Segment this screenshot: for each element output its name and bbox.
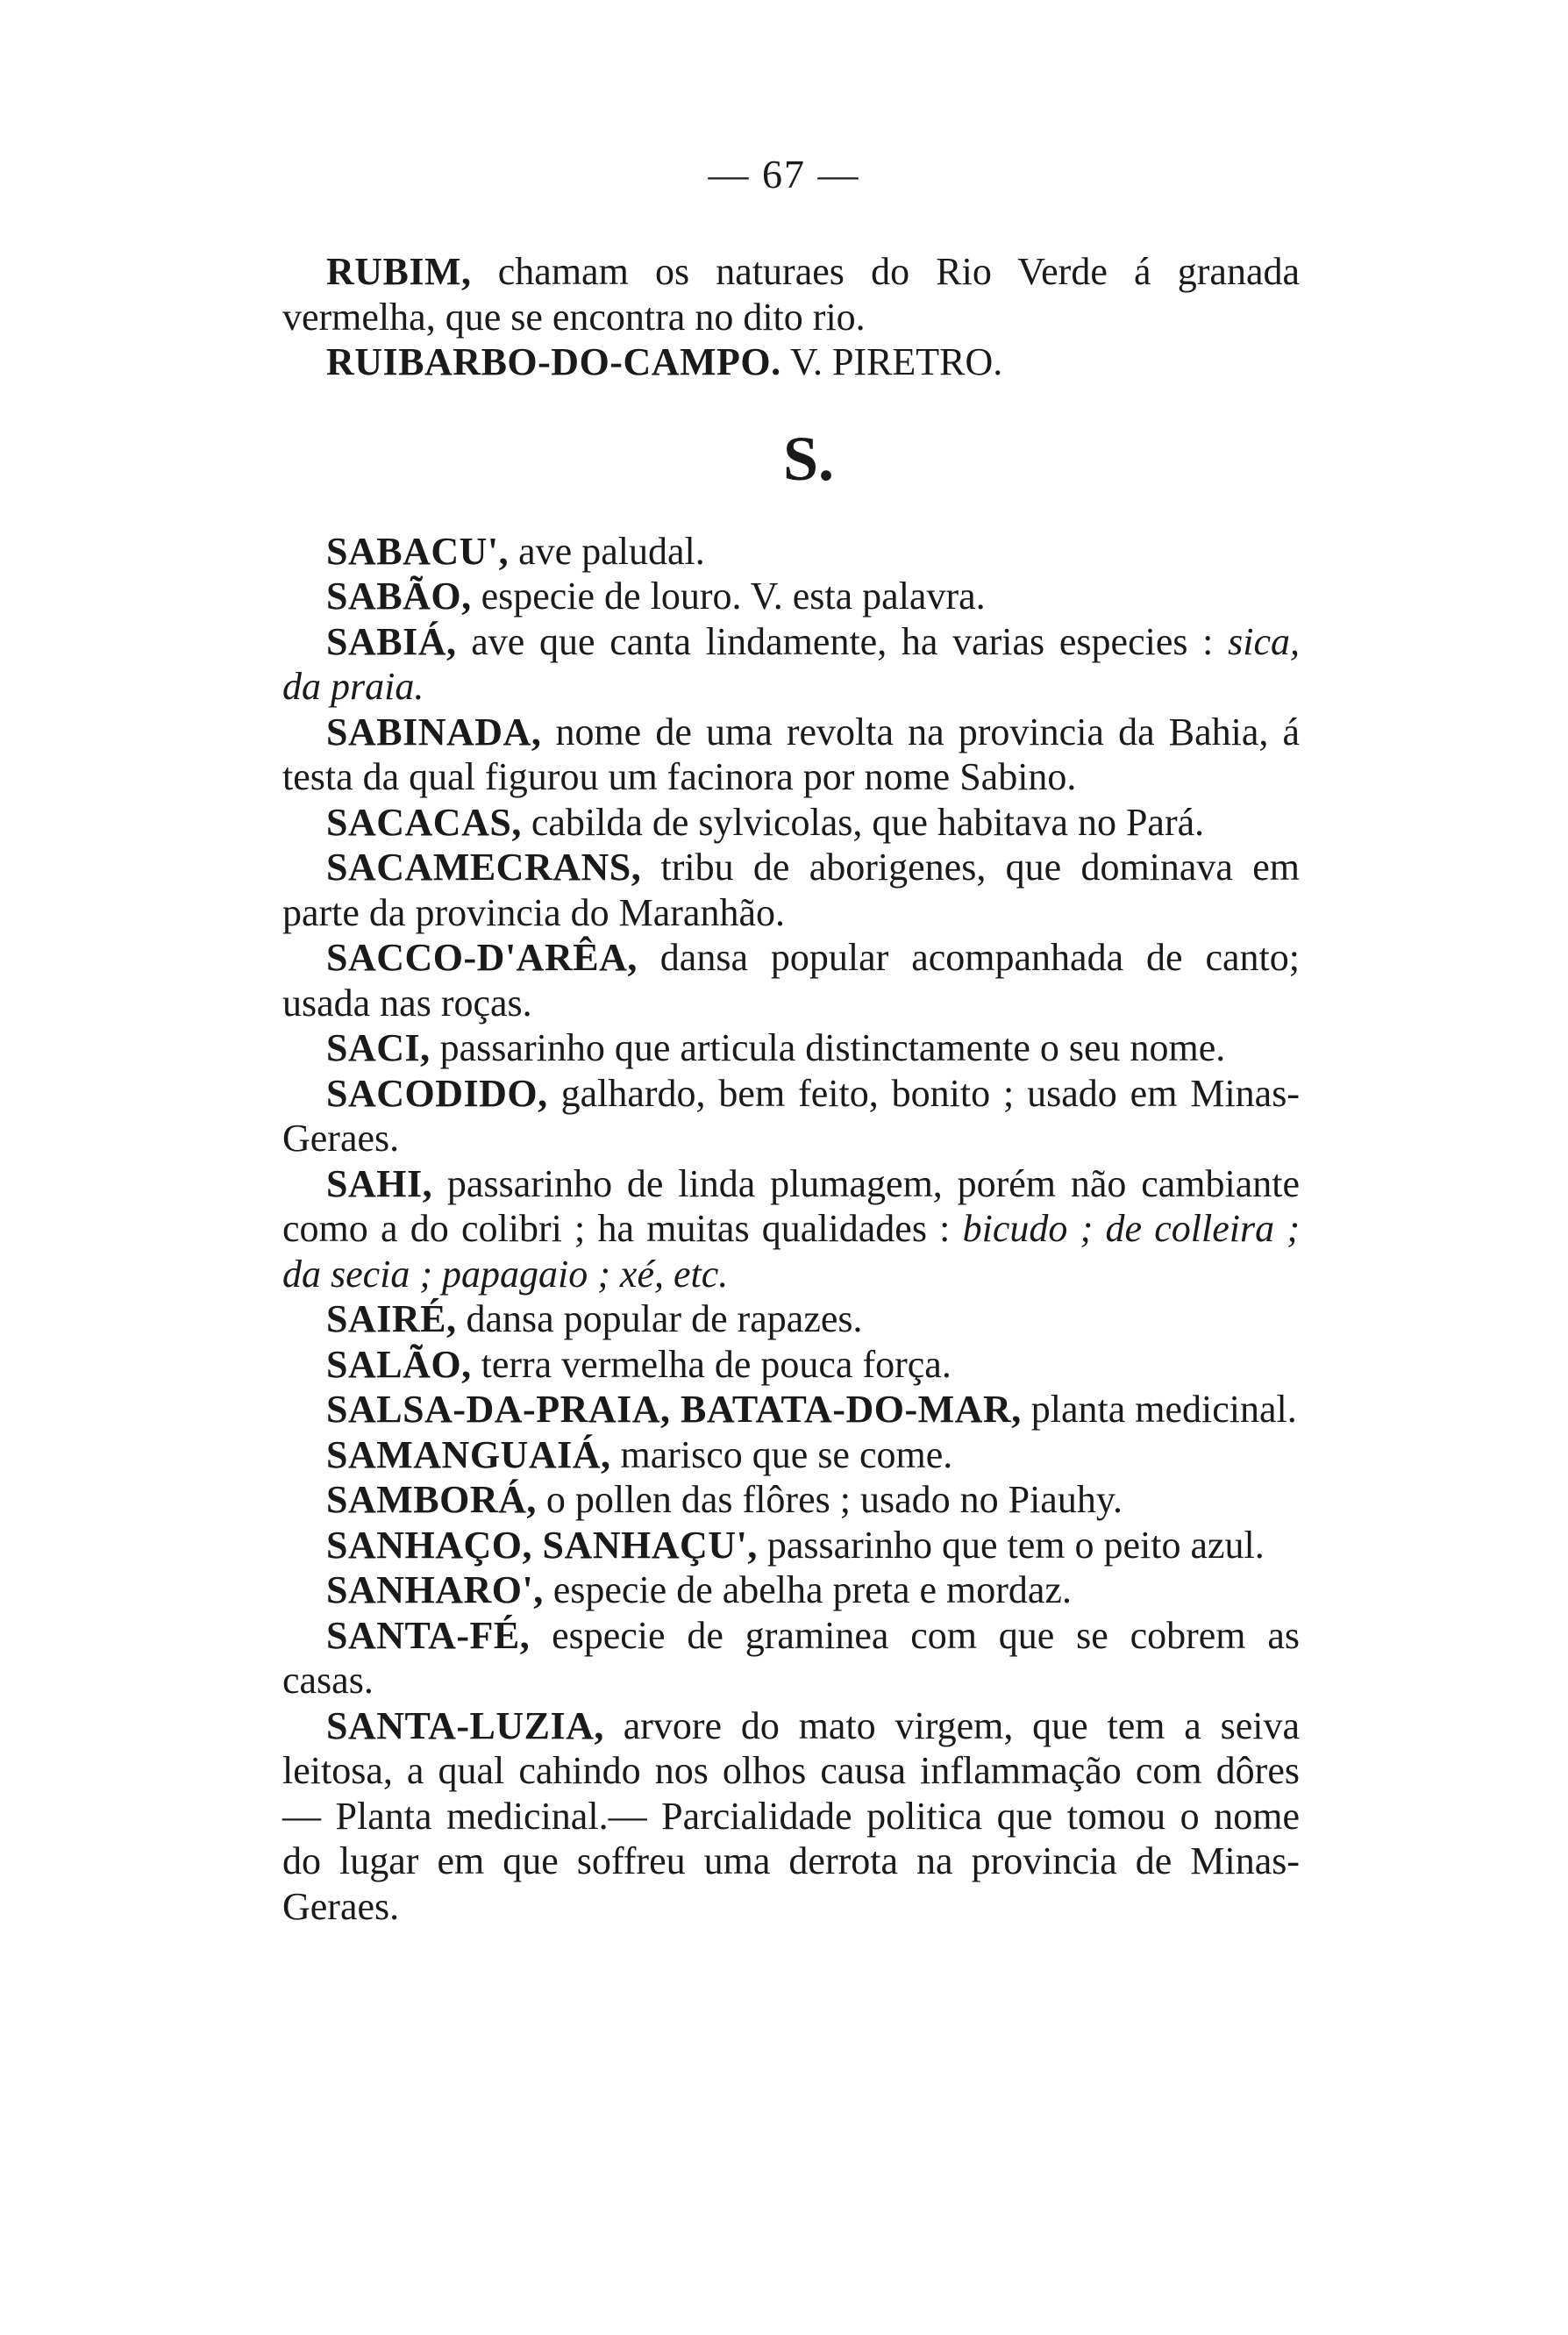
entry-definition: ave paludal. bbox=[509, 529, 705, 573]
page-number: — 67 — bbox=[708, 152, 860, 196]
entry-headword: SANTA-FÉ, bbox=[326, 1613, 531, 1657]
dictionary-entry bbox=[282, 1025, 1300, 1071]
entry-headword: SACI, bbox=[326, 1026, 431, 1069]
entry-headword: SABIÁ, bbox=[326, 619, 457, 663]
dictionary-entry bbox=[282, 339, 1300, 385]
dictionary-entry bbox=[282, 1613, 1300, 1703]
entry-headword: SANHAÇO, SANHAÇU', bbox=[326, 1523, 758, 1567]
dictionary-entry bbox=[282, 1432, 1300, 1478]
dictionary-entry bbox=[282, 619, 1300, 710]
entry-definition: passarinho que articula distinctamente o seu nome. bbox=[430, 1026, 1226, 1069]
entry-headword: SAMANGUAIÁ, bbox=[326, 1432, 611, 1476]
entry-headword: SABÃO, bbox=[326, 575, 472, 618]
entry-headword: SALSA-DA-PRAIA, BATATA-DO-MAR, bbox=[326, 1388, 1022, 1431]
entry-headword: SALÃO, bbox=[326, 1342, 472, 1386]
dictionary-entry bbox=[282, 710, 1300, 800]
dictionary-entry bbox=[282, 1523, 1300, 1568]
entry-definition: especie de graminea com que se cobrem as casas. bbox=[282, 1613, 1300, 1702]
dictionary-entry bbox=[282, 574, 1300, 619]
entry-definition: chamam os naturaes do Rio Verde á granada vermelha, que se encontra no dito rio. bbox=[282, 250, 1300, 339]
entry-definition: V. PIRETRO. bbox=[780, 340, 1003, 383]
section-letter-heading: S. bbox=[782, 423, 835, 494]
entry-definition: passarinho que tem o peito azul. bbox=[757, 1523, 1265, 1567]
entry-definition: dansa popular acompanhada de canto; usada nas roças. bbox=[282, 936, 1300, 1025]
dictionary-entry bbox=[282, 1477, 1300, 1523]
entry-definition: terra vermelha de pouca força. bbox=[471, 1342, 951, 1386]
entry-headword: SACACAS, bbox=[326, 800, 522, 844]
entry-headword: SABINADA, bbox=[326, 710, 542, 753]
dictionary-entry bbox=[282, 1387, 1300, 1432]
entry-headword: SAIRÉ, bbox=[326, 1297, 457, 1340]
dictionary-entry bbox=[282, 249, 1300, 339]
entry-headword: RUIBARBO-DO-CAMPO. bbox=[326, 340, 781, 383]
entry-headword: SACCO-D'ARÊA, bbox=[326, 936, 638, 979]
dictionary-entry bbox=[282, 800, 1300, 846]
entry-headword: SACODIDO, bbox=[326, 1071, 548, 1115]
entry-definition: o pollen das flôres ; usado no Piauhy. bbox=[536, 1478, 1123, 1521]
entry-definition: nome de uma revolta na provincia da Bahia, á testa da qual figurou um facinora por nome Sabino. bbox=[282, 710, 1300, 798]
entry-examples: sica, da praia. bbox=[282, 619, 1300, 708]
entry-headword: SAHI, bbox=[326, 1161, 433, 1205]
entry-definition: arvore do mato virgem, que tem a seiva leitosa, a qual cahindo nos olhos causa inflammação com dôres — Planta medicinal.— Parcialidade politica que tomou o nome do lugar em que soffreu uma derrota na provincia de Minas-Geraes. bbox=[282, 1703, 1300, 1928]
dictionary-text bbox=[282, 249, 1300, 1929]
entry-definition: planta medicinal. bbox=[1021, 1388, 1297, 1431]
entry-definition: especie de abelha preta e mordaz. bbox=[543, 1568, 1072, 1611]
entry-definition: marisco que se come. bbox=[610, 1432, 953, 1476]
entry-definition: especie de louro. V. esta palavra. bbox=[471, 575, 986, 618]
entry-definition: dansa popular de rapazes. bbox=[456, 1297, 863, 1340]
entry-definition: tribu de aborigenes, que dominava em parte da provincia do Maranhão. bbox=[282, 846, 1300, 934]
dictionary-entry bbox=[282, 935, 1300, 1025]
entry-headword: SACAMECRANS, bbox=[326, 846, 642, 889]
entry-headword: SANHARO', bbox=[326, 1568, 544, 1611]
entry-definition: ave que canta lindamente, ha varias especies : bbox=[456, 619, 1229, 663]
dictionary-entry bbox=[282, 1703, 1300, 1930]
entry-definition: galhardo, bem feito, bonito ; usado em Minas-Geraes. bbox=[282, 1071, 1300, 1160]
dictionary-entry bbox=[282, 529, 1300, 575]
dictionary-entry bbox=[282, 845, 1300, 935]
entry-definition: cabilda de sylvicolas, que habitava no Pará. bbox=[521, 800, 1205, 844]
entry-headword: SABACU', bbox=[326, 529, 510, 573]
entry-headword: SAMBORÁ, bbox=[326, 1478, 537, 1521]
entry-definition: passarinho de linda plumagem, porém não cambiante como a do colibri ; ha muitas qualidades : bbox=[282, 1161, 1300, 1250]
dictionary-entry bbox=[282, 1342, 1300, 1388]
dictionary-entry bbox=[282, 1161, 1300, 1297]
dictionary-entry bbox=[282, 1567, 1300, 1613]
dictionary-entry bbox=[282, 1071, 1300, 1161]
entry-headword: SANTA-LUZIA, bbox=[326, 1703, 604, 1747]
dictionary-entry bbox=[282, 1296, 1300, 1342]
entry-headword: RUBIM, bbox=[326, 250, 472, 293]
entry-examples: bicudo ; de colleira ; da secia ; papagaio ; xé, etc. bbox=[282, 1207, 1300, 1296]
